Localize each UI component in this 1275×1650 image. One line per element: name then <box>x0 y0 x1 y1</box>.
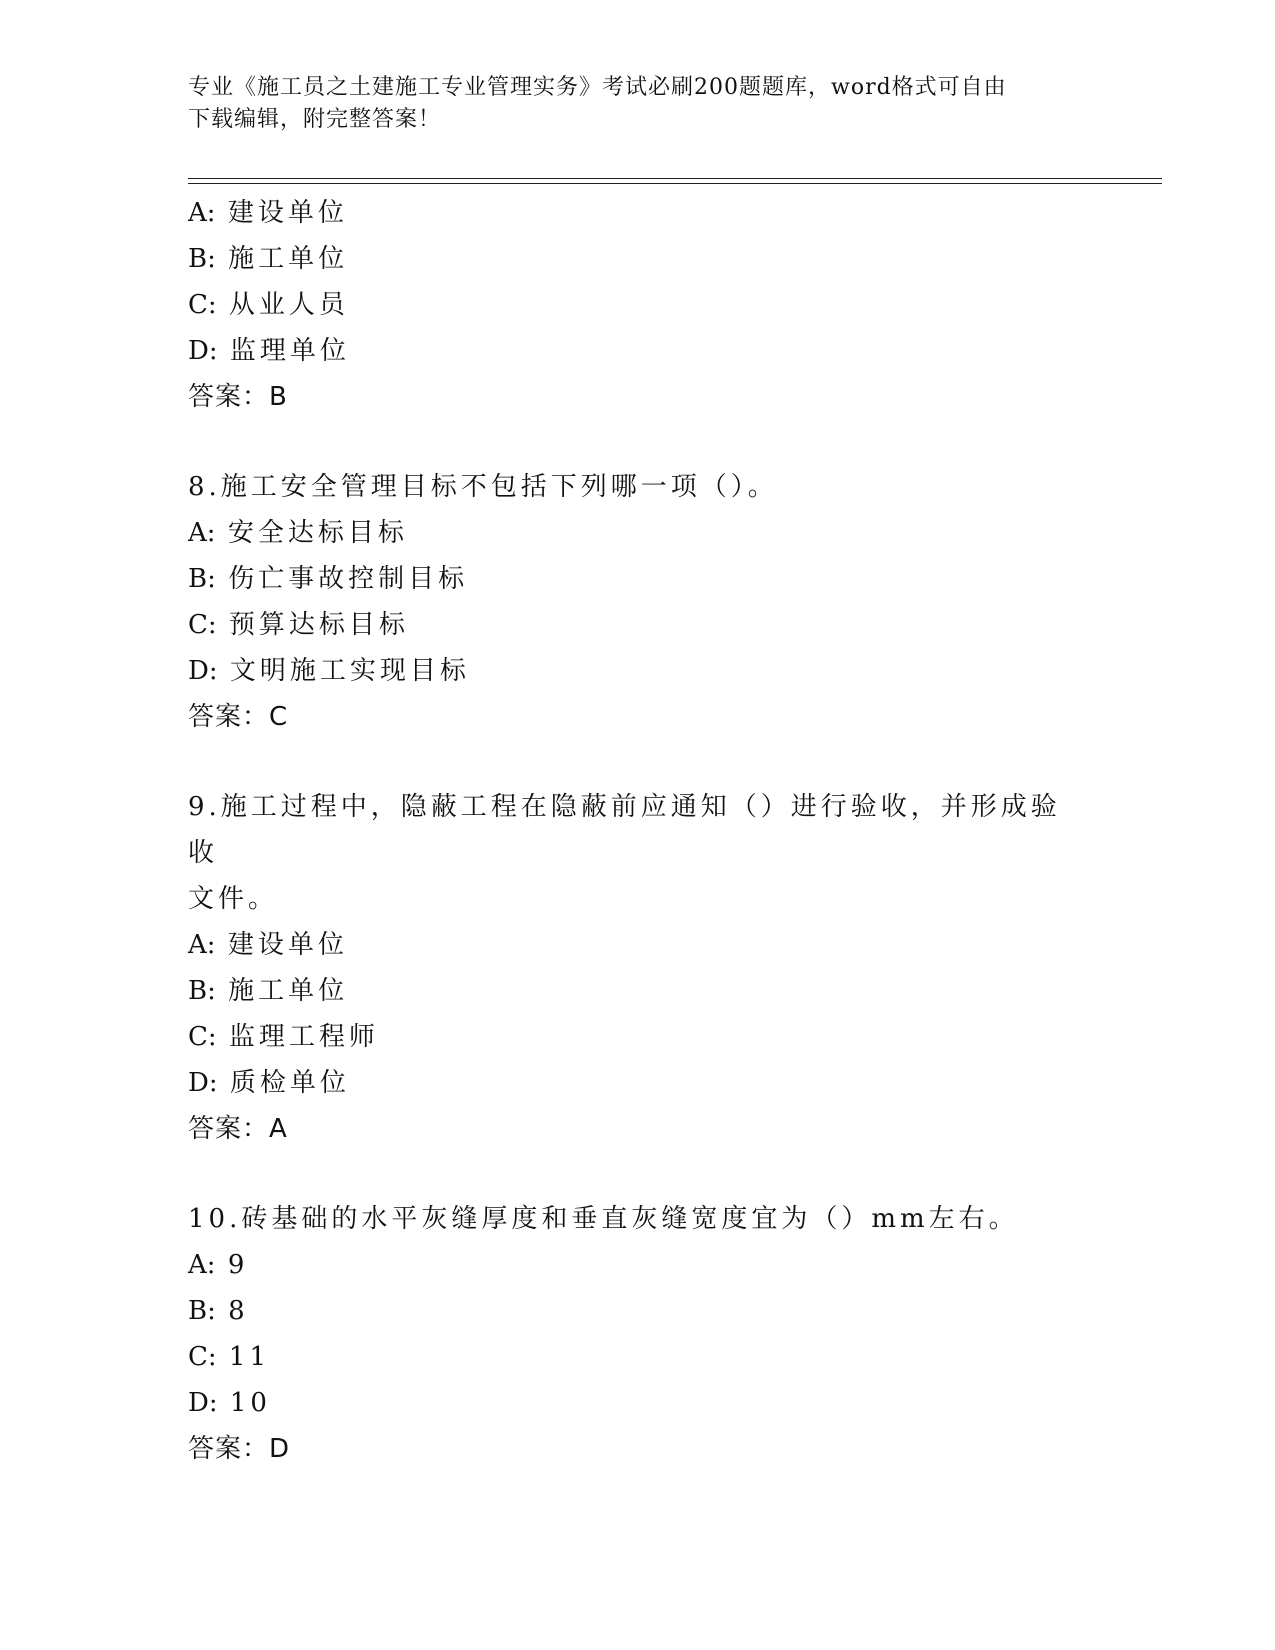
question-block-9 <box>188 784 1088 1152</box>
question-text-continued: 文件。 <box>188 884 279 914</box>
option-b: B: 8 <box>188 1296 249 1326</box>
option-c: C: 11 <box>188 1342 271 1372</box>
question-block-7 <box>188 190 1088 420</box>
option-d: D: 文明施工实现目标 <box>188 656 470 686</box>
question-text: 9.施工过程中，隐蔽工程在隐蔽前应通知（）进行验收，并形成验收 <box>188 792 1061 868</box>
question-list <box>188 190 1088 1472</box>
header-line-1: 专业《施工员之土建施工专业管理实务》考试必刷200题题库，word格式可自由 <box>188 75 1007 100</box>
document-header <box>188 72 1068 136</box>
option-c: C: 监理工程师 <box>188 1022 379 1052</box>
option-a: A: 建设单位 <box>188 198 348 228</box>
answer-line: 答案：D <box>188 1434 291 1464</box>
option-b: B: 伤亡事故控制目标 <box>188 564 469 594</box>
option-b: B: 施工单位 <box>188 244 349 274</box>
option-a: A: 9 <box>188 1250 249 1280</box>
question-text: 8.施工安全管理目标不包括下列哪一项（）。 <box>188 472 778 502</box>
answer-line: 答案：B <box>188 382 288 412</box>
header-divider-top <box>188 178 1162 179</box>
option-d: D: 10 <box>188 1388 271 1418</box>
option-a: A: 建设单位 <box>188 930 348 960</box>
header-line-2: 下载编辑，附完整答案！ <box>188 107 442 132</box>
question-block-8 <box>188 464 1088 740</box>
option-a: A: 安全达标目标 <box>188 518 408 548</box>
option-c: C: 从业人员 <box>188 290 349 320</box>
option-d: D: 质检单位 <box>188 1068 350 1098</box>
answer-line: 答案：A <box>188 1114 288 1144</box>
option-c: C: 预算达标目标 <box>188 610 409 640</box>
question-block-10 <box>188 1196 1088 1472</box>
answer-line: 答案：C <box>188 702 289 732</box>
question-text: 10.砖基础的水平灰缝厚度和垂直灰缝宽度宜为（）mm左右。 <box>188 1204 1019 1234</box>
header-divider-bottom <box>188 183 1162 184</box>
option-b: B: 施工单位 <box>188 976 349 1006</box>
option-d: D: 监理单位 <box>188 336 350 366</box>
